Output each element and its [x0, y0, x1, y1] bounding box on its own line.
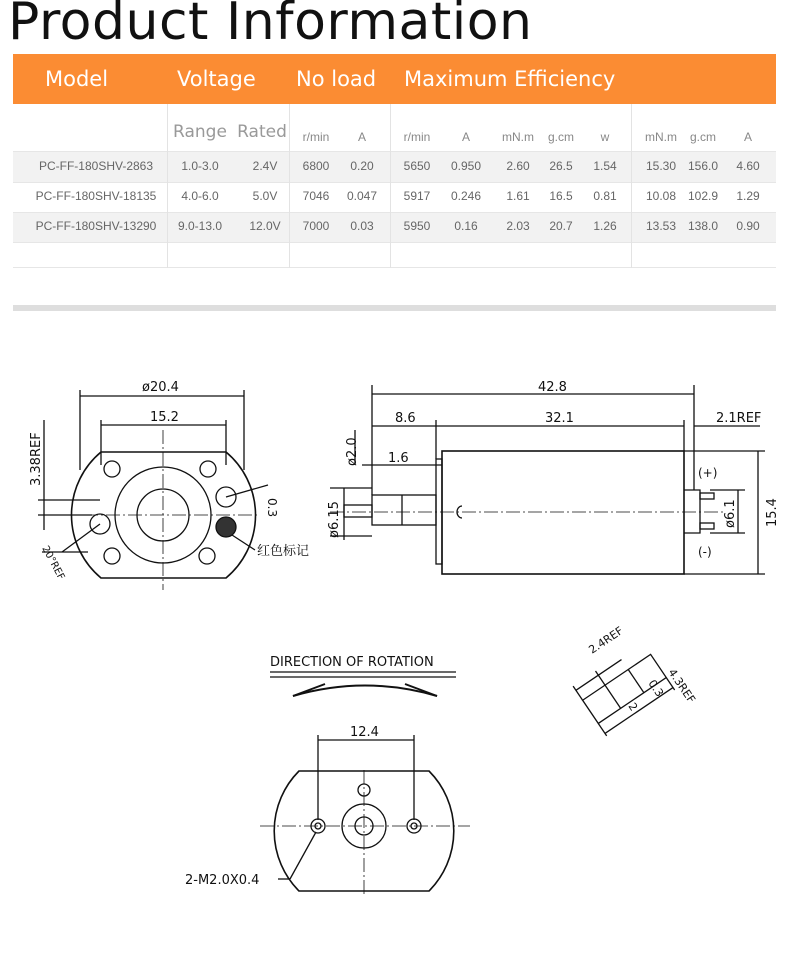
dim-terminal-length-ref: 4.3REF [665, 666, 698, 706]
table-cell: 10.08 [645, 189, 677, 203]
table-cell: 0.90 [736, 219, 760, 233]
subheader-stall-current: A [743, 130, 753, 144]
dim-side-body: 32.1 [545, 411, 574, 426]
table-cell: 7046 [302, 189, 330, 203]
model-cell: PC-FF-180SHV-13290 [35, 219, 157, 233]
table-cell: 12.0V [249, 219, 281, 233]
table-cell: 1.29 [736, 189, 760, 203]
subheader-noload-current: A [357, 130, 367, 144]
table-cell: 156.0 [687, 159, 719, 173]
dim-terminal-width-ref: 2.4REF [586, 624, 626, 657]
plus-terminal-label: (+) [698, 466, 718, 480]
table-cell: 9.0-13.0 [177, 219, 223, 233]
table-cell: 6800 [302, 159, 330, 173]
subheader-eff-power: w [600, 130, 610, 144]
table-cell: 102.9 [687, 189, 719, 203]
table-cell: 5917 [403, 189, 431, 203]
header-no-load: No load [296, 67, 377, 91]
header-model: Model [45, 67, 109, 91]
dim-side-shaft: 8.6 [395, 411, 416, 426]
subheader-rated: Rated [237, 122, 287, 142]
table-cell: 7000 [302, 219, 330, 233]
subheader-stall-torque-gcm: g.cm [689, 130, 717, 144]
dim-side-terminal-dia: ø6.1 [723, 499, 738, 528]
header-max-efficiency: Maximum Efficiency [404, 67, 616, 91]
subheader-eff-current: A [461, 130, 471, 144]
table-cell: 26.5 [549, 159, 573, 173]
dim-side-boss-dia: ø6.15 [327, 501, 342, 538]
table-cell: 15.30 [645, 159, 677, 173]
table-cell: 2.60 [506, 159, 530, 173]
dim-terminal-width: 2 [625, 700, 641, 714]
minus-terminal-label: (-) [698, 545, 712, 559]
dim-side-height: 15.4 [765, 498, 780, 527]
table-cell: 1.54 [593, 159, 617, 173]
table-cell: 1.0-3.0 [181, 159, 219, 173]
dim-front-angle: 20°REF [39, 544, 67, 582]
dim-rear-screw: 2-M2.0X0.4 [185, 873, 260, 888]
page-title: Product Information [8, 0, 533, 52]
subheader-eff-torque-mnm: mN.m [502, 130, 534, 144]
table-cell: 5650 [403, 159, 431, 173]
subheader-eff-torque-gcm: g.cm [547, 130, 575, 144]
model-cell: PC-FF-180SHV-2863 [38, 159, 154, 173]
subheader-noload-speed: r/min [302, 130, 330, 144]
table-cell: 1.61 [506, 189, 530, 203]
table-cell: 0.246 [450, 189, 482, 203]
dim-front-width: ø20.4 [142, 380, 179, 395]
table-cell: 2.03 [506, 219, 530, 233]
table-cell: 16.5 [549, 189, 573, 203]
table-cell: 13.53 [645, 219, 677, 233]
dim-front-hole: 0.3 [265, 498, 279, 518]
table-cell: 0.047 [346, 189, 378, 203]
direction-label: DIRECTION OF ROTATION [270, 655, 434, 670]
table-cell: 1.26 [593, 219, 617, 233]
dim-front-ref: 3.38REF [29, 432, 44, 486]
dim-side-length: 42.8 [538, 380, 567, 395]
table-cell: 0.16 [454, 219, 478, 233]
rotation-direction [270, 672, 456, 696]
subheader-stall-torque-mnm: mN.m [645, 130, 677, 144]
table-cell: 0.20 [350, 159, 374, 173]
table-cell: 5950 [403, 219, 431, 233]
table-cell: 0.03 [350, 219, 374, 233]
subheader-range: Range [173, 122, 227, 142]
table-cell: 0.81 [593, 189, 617, 203]
dim-side-bearing: 1.6 [388, 451, 409, 466]
table-cell: 20.7 [549, 219, 573, 233]
model-cell: PC-FF-180SHV-18135 [35, 189, 157, 203]
dim-rear-hole-spacing: 12.4 [350, 725, 379, 740]
table-cell: 4.60 [736, 159, 760, 173]
table-cell: 138.0 [687, 219, 719, 233]
dim-front-hole-spacing: 15.2 [150, 410, 179, 425]
dim-side-terminal-ref: 2.1REF [716, 411, 762, 426]
subheader-eff-speed: r/min [403, 130, 431, 144]
dim-side-shaft-dia: ø2.0 [345, 437, 360, 466]
red-mark-label: 红色标记 [257, 544, 310, 559]
table-cell: 0.950 [450, 159, 482, 173]
table-cell: 2.4V [252, 159, 278, 173]
table-cell: 5.0V [252, 189, 278, 203]
header-voltage: Voltage [177, 67, 256, 91]
dim-terminal-thickness: 0.3 [645, 677, 667, 700]
table-cell: 4.0-6.0 [181, 189, 219, 203]
rear-view [260, 735, 470, 895]
